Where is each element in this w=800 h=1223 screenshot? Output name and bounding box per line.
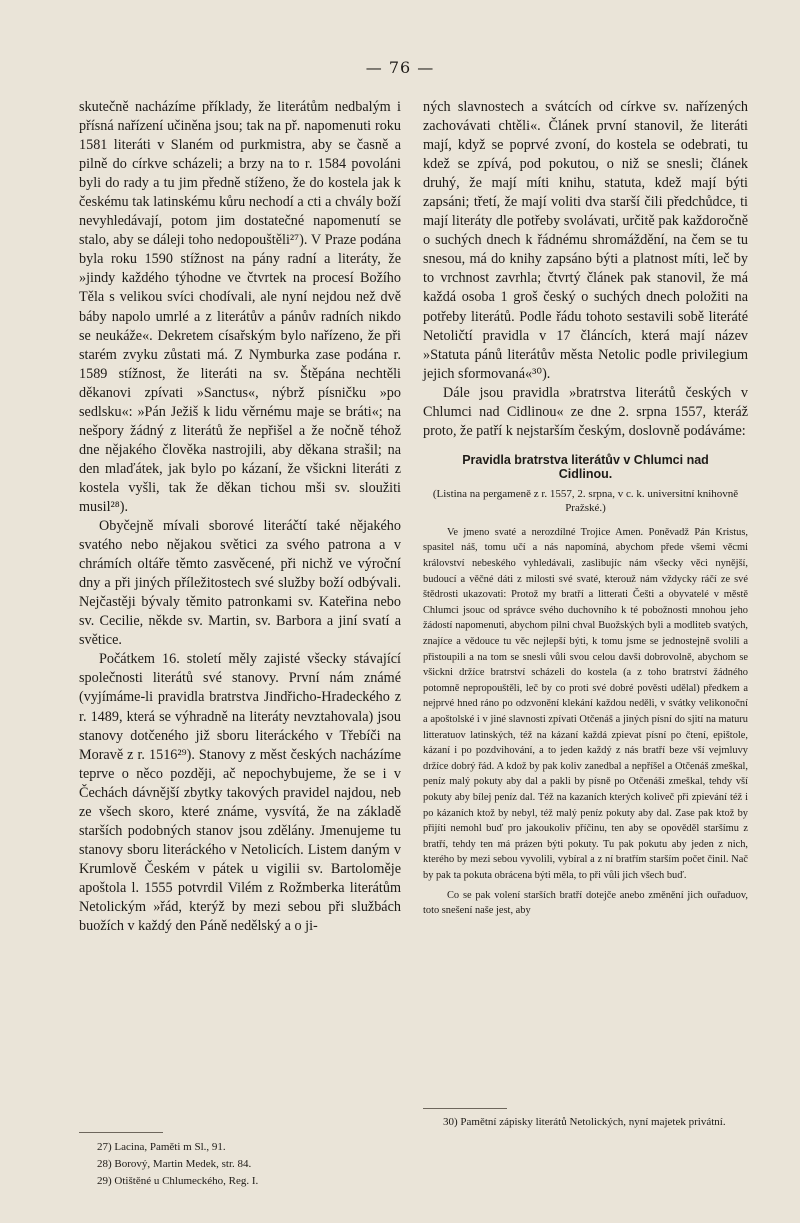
right-paragraph-2: Dále jsou pravidla »bratrstva literátů českých v Chlumci nad Cidlinou« ze dne 2. srpna 1557, kteráž proto, že patří k nejstarším českým, doslovně podáváme: (423, 384, 748, 439)
footnote-28 (97, 1156, 397, 1173)
source-note: (Listina na pergameně z r. 1557, 2. srpna, v c. k. universitní knihovně Pražské.) (432, 487, 739, 514)
footnote-text: Pamětní zápisky literátů Netolických, nyní majetek privátní. (460, 1116, 726, 1128)
footnote-text: Lacina, Paměti m Sl., 91. (114, 1141, 226, 1153)
footnote-rule-right (423, 1108, 507, 1109)
footnote-rule-left (79, 1132, 163, 1133)
footnote-text: Borový, Martin Medek, str. 84. (114, 1158, 252, 1170)
footnote-30 (423, 1115, 748, 1130)
quote-paragraph-2: Co se pak volení starších bratří dotejče anebo změnění jich ouřaduov, toto snešení naše jest, aby (423, 889, 748, 917)
footnote-27 (97, 1139, 397, 1156)
section-heading: Pravidla bratrstva literátův v Chlumci nad Cidlinou. (462, 452, 709, 481)
left-paragraph-3: Počátkem 16. století měly zajisté všecky stávající společnosti literátů své stanovy. První nám známé (vyjímáme-li pravidla bratrstva Jindřicho-Hradeckého z r. 1489, která se výhradně na literáty nevztahovala) jsou stanovy dotčeného již sboru literáckého v Třebíči na Moravě z r. 1516²⁹). Stanovy z měst českých nacházíme teprve o něco později, ač nepochybujeme, že se i v Čechách dávnější zbytky takových pravidel najdou, neb ze všech skoro, které známe, vysvítá, že na základě starších podobných stanov jsou zdělány. Jmenujeme tu stanovy sboru literáckého v Netolicích. Listem daným v Krumlově Českém v pátek u vigilii sv. Bartoloměje apoštola l. 1555 potvrdil Vilém z Rožmberka literátům Netolickým »řád, kterýž by mezi sebou při službách buožích v každý den Páně nedělský a o ji- (79, 651, 401, 935)
footnote-29 (97, 1173, 397, 1190)
left-column (79, 98, 401, 936)
page-number: — 76 — (365, 58, 435, 77)
right-footnotes (423, 1115, 748, 1130)
footnote-mark: 28) (97, 1158, 112, 1170)
footnote-mark: 27) (97, 1141, 112, 1153)
quote-paragraph-1: Ve jmeno svaté a nerozdílné Trojice Amen. Poněvadž Pán Kristus, spasitel náš, tomu učí a nás napomíná, abychom přede všemi věcmi království nebeského vyhledávali, zaslibujíc nám všecky věci nynější, budoucí a věčné dáti z milosti své svaté, kterouž nám vždycky ráčí ze své štědrosti ukazovati: Protož my bratří a litterati Češti a obyvatelé v městě Chlumci jsouc od správce svého duchovního k té pobožnosti mnohou jeho žádostí napomenuti, abychom pilni chval Buožských byli a modliteb svatých, znajíce a vědouce tu věc nejlepší býti, k tomu jsme se jednostejně svolili a přistoupili a na tom se snesli vůli svou celou davši dobrovolně, abychom se všickni držíce bratrství scházeli do kostela (a z toho bratrství žádného potomně nepropouštěli, leč by co proti své dobré pověsti udělal) předkem a nejprvé hned ráno po odzvonění klekání každou neděli, v svátky velikonoční a apoštolské i v jiné slavnosti zpívati Otčenáš a jiných písní do sjití na maturu litteratuov latinských, též na kázaní každá zpievat písní po čtení, epištole, kázaní i po pozdvihování, a to jeden každý z nás bratří beze vší vejmluvy držíce dobrý řád. A kdož by pak koliv zanedbal a nepříšel a Otčenáš zmeškal, peníz malý pokuty aby dal a pakli by písně po Otčenáši zmeškal, tehdy vší pokuty aby bílej peníz dal. Též na kazaních kterých koliveč při zpievání též i po kázaních ktož by nebyl, též malý peníz pokuty aby dal. Zase pak ktož by přijíti nemohl buď pro jakoukoliv příčinu, ten aby se opověděl staršímu z bratří, tehdy ten má prázen býti pokuty. Tu pak pokutu aby jeden z nich, kterého by mezi sebou vyvolili, vybíral a z ní bratřím starším počet činil. Nač by pak ta pokuta obrácena býti měla, to při vůli jich všech buď. (423, 526, 748, 881)
footnote-mark: 30) (443, 1116, 458, 1128)
footnote-mark: 29) (97, 1175, 112, 1187)
left-paragraph-1: skutečně nacházíme příklady, že literátům nedbalým i přísná nařízení učiněna jsou; tak na př. napomenuti roku 1581 literáti v Slaném od purkmistra, aby se časně a pilně do církve scházeli; a brzy na to r. 1584 povoláni byli do rady a tu jim předně stíženo, že do kostela jak k českému tak latinskému kůru nechodí a cti a chvály boží nevyhledávají, potom jim dostatečné napomenutí se stalo, aby se dáleji toho nedopouštěli²⁷). V Praze podána byla roku 1590 stížnost na pány radní a literáty, že »jindy každého týhodne ve čtvrtek na procesí Božího Těla s velikou svíci chodívali, ale nyní nejdou než dvě báby napolo umrlé a z literátův a pánův radních nikdo se neukáže«. Dekretem císařským bylo nařízeno, že při starém zvyku zůstati má. Z Nymburka zase podána r. 1589 stížnost, že literáti na sv. Štěpána nechtěli děkanovi zpívati »Sanctus«, nýbrž písničku »po sedlsku«: »Pán Ježiš k lidu věrnému maje se bráti«; na nešpory žádný z literátů že nepřišel a že nočně téhož dne nějakého člověka nastrojili, aby děkana strašil; na den mlaďátek, jak bylo po kázaní, že všickni literáti z kostela vyšli, tak že děkan tichou mši sv. sloužiti musil²⁸). (79, 99, 401, 515)
right-column (423, 98, 748, 919)
right-paragraph-1: ných slavnostech a svátcích od církve sv. nařízených zachovávati chtěli«. Článek první stanovil, že literáti mají, když se poprvé zvoní, do kostela se odebrati, tu kdež se zpívá, pod pokutou, o niž se snesli; článek druhý, že mají míti knihu, statuta, kdež mají býti zapsáni; třetí, že mají voliti dva starší čili předchůdce, ti mají literáty dle potřeby svolávati, určitě pak každoročně o suchých dnech k řádnému shromáždění, na čem se tu snesou, má do knihy zapsáno býti a platnost míti, leč by to vrchnost zavrhla; čtvrtý článek pak stanovil, že má každá osoba 1 groš český o suchých dnech položiti na potřeby literátů. Podle řádu tohoto sestavili sobě literáté Netoličtí pravidla v 17 článcích, která mají název »Statuta pánů literátův města Netolic podle privilegium jejich sformovaná«³⁰). (423, 99, 748, 382)
left-paragraph-2: Obyčejně mívali sborové literáčtí také nějakého svatého nebo nějakou světici za svého patrona a v chrámích oltáře těmto zasvěcené, při nichž ve výroční dny a při jiných příležitostech své služby boží odbývali. Nejčastěji bývaly těmito patronkami sv. Kateřina nebo sv. Cecilie, někde sv. Martin, sv. Barbora a jiní svatí a světice. (79, 518, 401, 649)
footnote-text: Otištěné u Chlumeckého, Reg. I. (114, 1175, 259, 1187)
left-footnotes (97, 1139, 397, 1190)
